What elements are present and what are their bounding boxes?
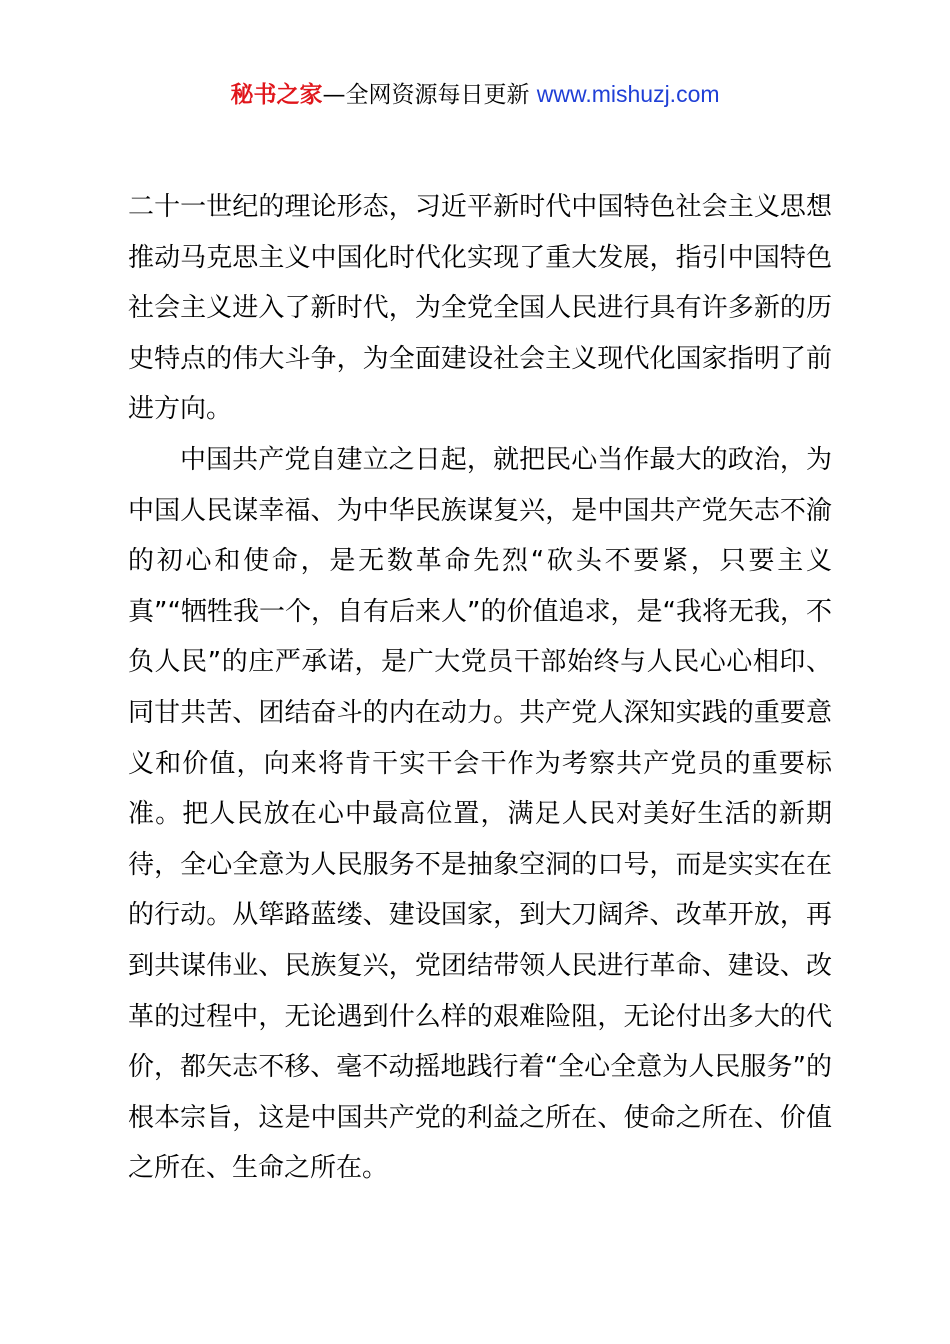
header-tagline: —全网资源每日更新	[322, 82, 530, 108]
brand-name: 秘书之家	[230, 82, 323, 108]
paragraph-1: 二十一世纪的理论形态，习近平新时代中国特色社会主义思想推动马克思主义中国化时代化实现了重大发展，指引中国特色社会主义进入了新时代，为全党全国人民进行具有许多新的历史特点的伟大斗争，为全面建设社会主义现代化国家指明了前进方向。	[128, 192, 832, 425]
page-header	[0, 76, 950, 113]
site-url-link[interactable]: www.mishuzj.com	[536, 81, 720, 107]
paragraph-2: 中国共产党自建立之日起，就把民心当作最大的政治，为中国人民谋幸福、为中华民族谋复兴，是中国共产党矢志不渝的初心和使命，是无数革命先烈“砍头不要紧，只要主义真”“牺牲我一个，自有后来人”的价值追求，是“我将无我，不负人民”的庄严承诺，是广大党员干部始终与人民心心相印、同甘共苦、团结奋斗的内在动力。共产党人深知实践的重要意义和价值，向来将肯干实干会干作为考察共产党员的重要标准。把人民放在心中最高位置，满足人民对美好生活的新期待，全心全意为人民服务不是抽象空洞的口号，而是实实在在的行动。从筚路蓝缕、建设国家，到大刀阔斧、改革开放，再到共谋伟业、民族复兴，党团结带领人民进行革命、建设、改革的过程中，无论遇到什么样的艰难险阻，无论付出多大的代价，都矢志不移、毫不动摇地践行着“全心全意为人民服务”的根本宗旨，这是中国共产党的利益之所在、使命之所在、价值之所在、生命之所在。	[128, 444, 832, 1184]
document-body	[128, 182, 832, 1194]
